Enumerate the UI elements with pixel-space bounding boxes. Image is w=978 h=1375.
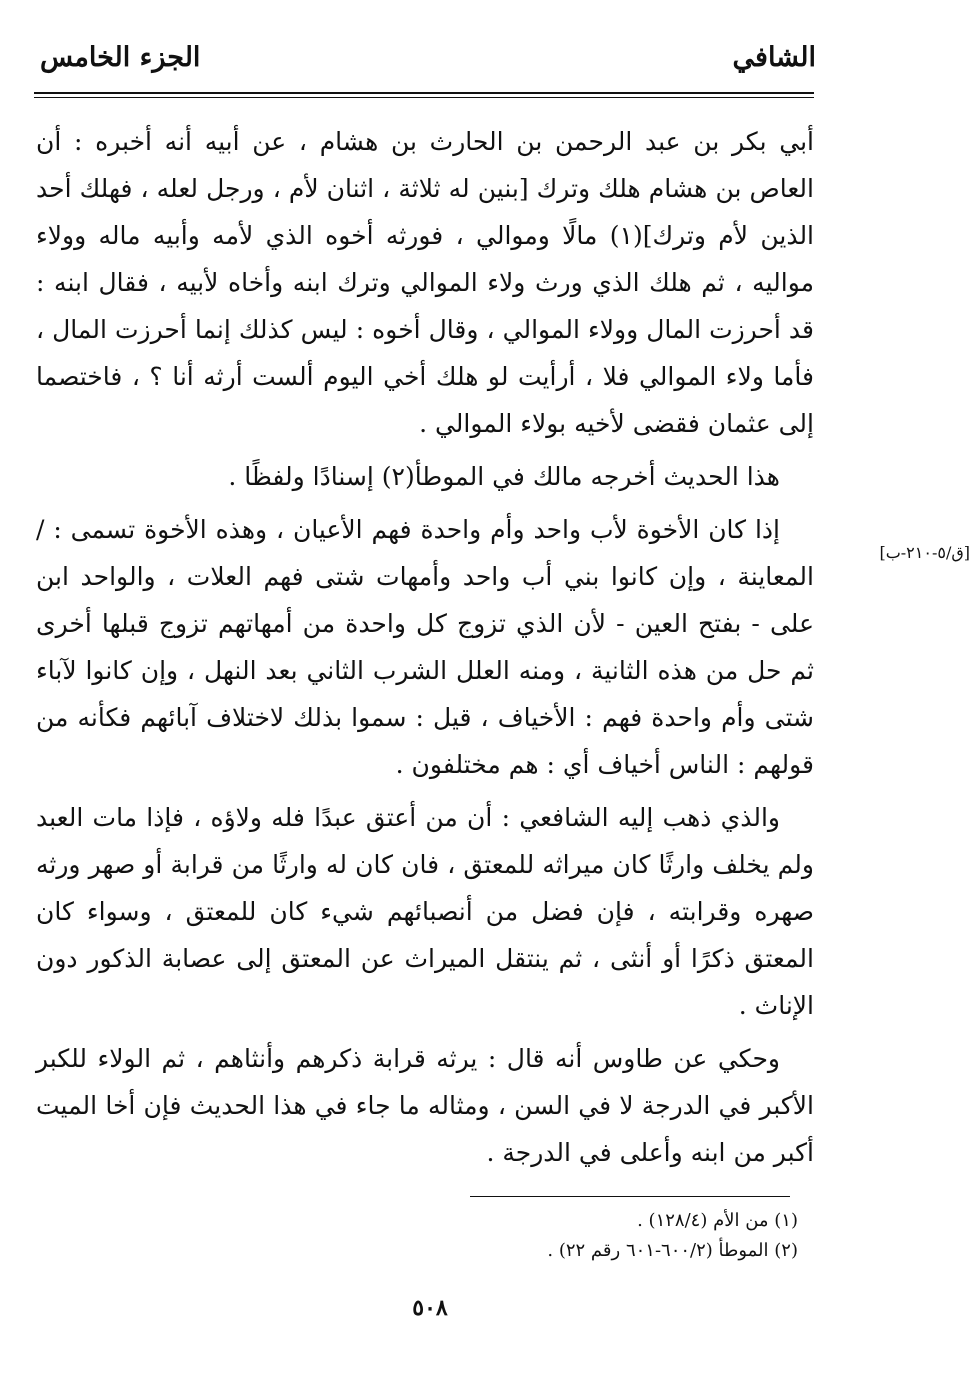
running-header-volume: الجزء الخامس <box>40 42 201 73</box>
footnote-2: (٢) الموطأ (٦٠٠/٢-٦٠١ رقم ٢٢) . <box>547 1240 798 1261</box>
header-rule <box>34 92 814 94</box>
paragraph-brothers: إذا كان الأخوة لأب واحد وأم واحدة فهم الأعيان ، وهذه الأخوة تسمى : / المعاينة ، وإن كانوا بني أب واحد وأمهات شتى فهم العلات ، والواحد ابن على - بفتح العين - لأن الذي تزوج كل واحدة من أمهاتهم تزوج قبلها أخرى ثم حل من هذه الثانية ، ومنه العلل الشرب الثاني بعد النهل ، وإن كانوا لآباء شتى وأم واحدة فهم : الأخياف ، قيل : سموا بذلك لاختلاف آبائهم فكأنه من قولهم : الناس أخياف أي : هم مختلفون . <box>36 515 814 779</box>
footnote-1: (١) من الأم (١٢٨/٤) . <box>637 1210 798 1231</box>
paragraph-tawus: وحكي عن طاوس أنه قال : يرثه قرابة ذكرهم وأنثاهم ، ثم الولاء للكبر الأكبر في الدرجة لا في السن ، ومثاله ما جاء في هذا الحديث فإن أخا الميت أكبر من ابنه وأعلى في الدرجة . <box>36 1044 814 1167</box>
footnotes <box>278 1206 798 1266</box>
paragraph-source: هذا الحديث أخرجه مالك في الموطأ(٢) إسنادًا ولفظًا . <box>228 462 780 491</box>
paragraph-hadith: أبي بكر بن عبد الرحمن بن الحارث بن هشام ، عن أبيه أنه أخبره : أن العاص بن هشام هلك وترك [بنين له ثلاثة ، اثنان لأم ، ورجل لعله ، فهلك أحد الذين لأم وترك](١) مالًا وموالي ، فورثه أخوه الذي لأمه وأبيه ماله وولاء مواليه ، ثم هلك الذي ورث ولاء الموالي وترك ابنه وأخاه لأبيه ، فقال ابنه : قد أحرزت المال وولاء الموالي ، وقال أخوه : ليس كذلك إنما أحرزت المال ، فأما ولاء الموالي فلا ، أرأيت لو هلك أخي اليوم ألست أرثه أنا ؟ ، فاختصما إلى عثمان فقضى لأخيه بولاء الموالي . <box>36 127 815 438</box>
running-header-title: الشافي <box>732 42 816 73</box>
header-rule-thin <box>34 97 814 98</box>
footnote-rule <box>470 1196 790 1197</box>
page-number: ٥٠٨ <box>412 1295 448 1321</box>
manuscript-folio-note: [ق/٥-٢١٠-ب] <box>879 543 970 562</box>
paragraph-shafii: والذي ذهب إليه الشافعي : أن من أعتق عبدًا فله ولاؤه ، فإذا مات العبد ولم يخلف وارثًا كان ميراثه للمعتق ، فان كان له وارثًا من قرابة أو صهر ورثه صهره وقرابته ، فإن فضل من أنصبائهم شيء كان للمعتق ، وسواء كان المعتق ذكرًا أو أنثى ، ثم ينتقل الميراث عن المعتق إلى عصابة الذكور دون الإناث . <box>36 803 815 1020</box>
main-text <box>36 118 814 1176</box>
